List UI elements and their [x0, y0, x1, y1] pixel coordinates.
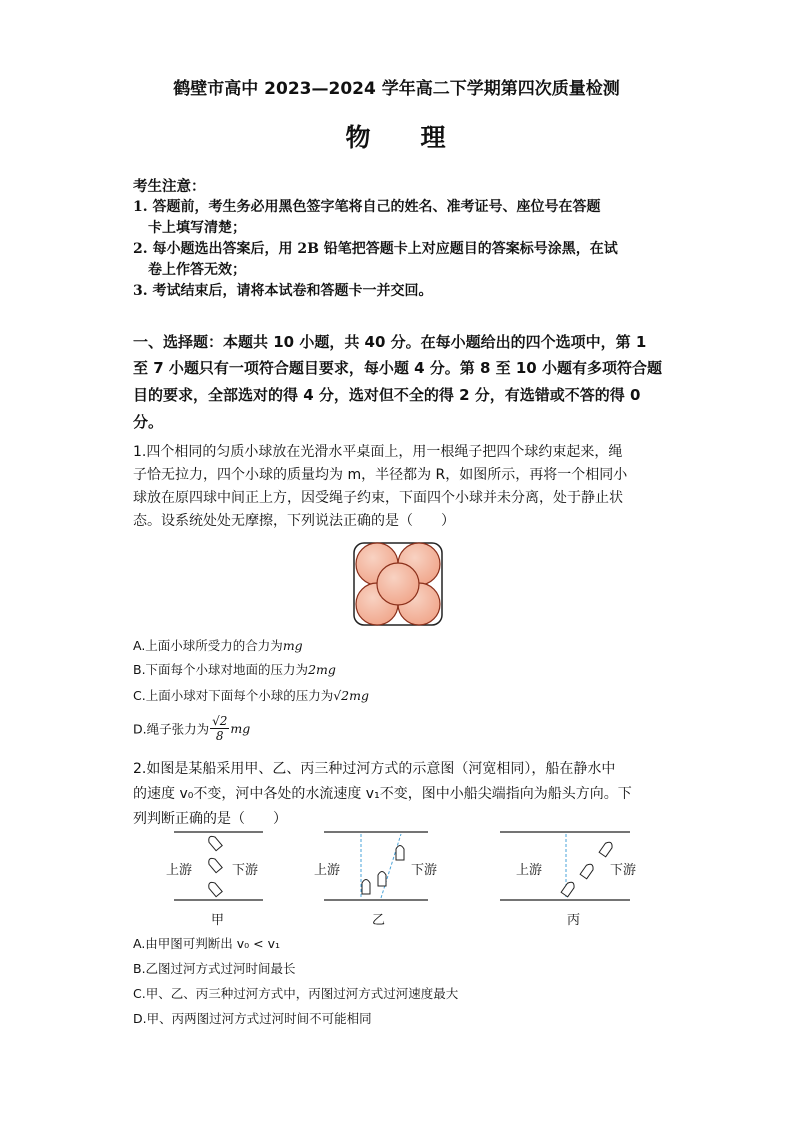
- figure-label-bing: 丙: [567, 913, 581, 928]
- boat-icon: [378, 872, 386, 887]
- subject-char-2: 理: [420, 123, 448, 152]
- upstream-label-bing: 上游: [516, 863, 543, 878]
- upstream-label-yi: 上游: [314, 863, 341, 878]
- notice-line: 1. 答题前，考生务必用黑色签字笔将自己的姓名、准考证号、座位号在答题: [133, 199, 601, 215]
- q2-option-d: D.甲、丙两图过河方式过河时间不可能相同: [133, 1011, 372, 1026]
- notice-line: 2. 每小题选出答案后，用 2B 铅笔把答题卡上对应题目的答案标号涂黑，在试: [133, 241, 618, 257]
- subject-title: [0, 118, 793, 154]
- q1-option-b: B.下面每个小球对地面的压力为2mg: [133, 662, 336, 677]
- question-1-line: 态。设系统处处无摩擦，下列说法正确的是（ ）: [133, 513, 455, 529]
- question-2-line: 列判断正确的是（ ）: [133, 811, 287, 827]
- downstream-label-yi: 下游: [411, 863, 438, 878]
- boat-icon: [599, 840, 614, 856]
- section-instruction-line: 分。: [133, 413, 164, 431]
- boat-icon: [362, 880, 370, 895]
- section-instruction-line: 至 7 小题只有一项符合题目要求，每小题 4 分。第 8 至 10 小题有多项符合题: [133, 359, 662, 377]
- q1-option-a: A.上面小球所受力的合力为mg: [133, 638, 303, 653]
- notice-line: 卡上填写清楚；: [148, 220, 246, 236]
- question-2-line: 的速度 v₀不变，河中各处的水流速度 v₁不变，图中小船尖端指向为船头方向。下: [133, 786, 632, 802]
- notice-heading: 考生注意：: [133, 179, 206, 195]
- boat-icon: [207, 834, 222, 850]
- figure-label-jia: 甲: [211, 913, 225, 928]
- downstream-label-jia: 下游: [232, 863, 259, 878]
- downstream-label-bing: 下游: [610, 863, 637, 878]
- upstream-label-jia: 上游: [166, 863, 193, 878]
- figure-label-yi: 乙: [372, 913, 386, 928]
- q2-option-b: B.乙图过河方式过河时间最长: [133, 961, 296, 976]
- q1-option-d: D.绳子张力为 $\frac{√2}{8}$ mg: [133, 714, 251, 743]
- boat-icon: [207, 880, 222, 896]
- notice-line: 3. 考试结束后，请将本试卷和答题卡一并交回。: [133, 283, 433, 299]
- question-1-line: 球放在原四球中间正上方，因受绳子约束，下面四个小球并未分离，处于静止状: [133, 490, 623, 506]
- fraction: $\frac{√2}{8}$: [212, 714, 228, 743]
- boat-icon: [580, 862, 595, 878]
- exam-title: 鹤壁市高中 2023—2024 学年高二下学期第四次质量检测: [173, 79, 620, 99]
- q1-option-c: C.上面小球对下面每个小球的压力为√2mg: [133, 688, 369, 703]
- q2-option-c: C.甲、乙、丙三种过河方式中，丙图过河方式过河速度最大: [133, 986, 459, 1001]
- notice-line: 卷上作答无效；: [148, 262, 246, 278]
- section-instruction-line: 目的要求，全部选对的得 4 分，选对但不全的得 2 分，有选错或不答的得 0: [133, 386, 641, 404]
- section-instruction-line: 一、选择题：本题共 10 小题，共 40 分。在每小题给出的四个选项中，第 1: [133, 333, 647, 351]
- top-ball: [377, 563, 419, 605]
- boat-icon: [207, 856, 222, 872]
- boat-icon: [561, 880, 576, 896]
- subject-char-1: 物: [345, 123, 373, 152]
- question-1-line: 1.四个相同的匀质小球放在光滑水平桌面上，用一根绳子把四个球约束起来，绳: [133, 444, 623, 460]
- question-1-line: 子恰无拉力，四个小球的质量均为 m，半径都为 R，如图所示，再将一个相同小: [133, 467, 628, 483]
- balls-figure: [352, 541, 444, 627]
- question-2-line: 2.如图是某船采用甲、乙、丙三种过河方式的示意图（河宽相同），船在静水中: [133, 761, 616, 777]
- q2-option-a: A.由甲图可判断出 v₀ < v₁: [133, 936, 281, 951]
- boat-icon: [396, 846, 404, 861]
